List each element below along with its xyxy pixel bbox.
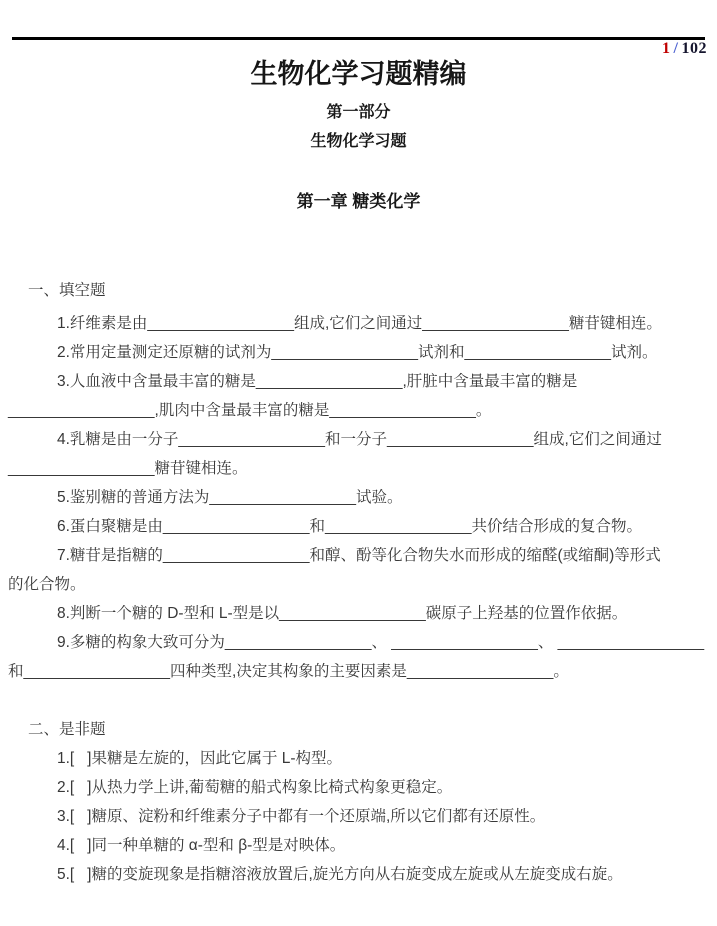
question-line: 9.多糖的构象大致可分为_________________、 _________________、 _________________ <box>57 634 705 651</box>
header-rule <box>12 37 705 40</box>
section-heading: 一、填空题 <box>28 282 106 299</box>
question-line: 5.[ ]糖的变旋现象是指糖溶液放置后,旋光方向从右旋变成左旋或从左旋变成右旋。 <box>57 866 623 883</box>
question-line-continuation: _________________,肌肉中含量最丰富的糖是_________________。 <box>8 402 492 419</box>
page-total-number: 102 <box>681 40 707 57</box>
question-line: 1.纤维素是由_________________组成,它们之间通过_________________糖苷键相连。 <box>57 315 662 332</box>
question-line-continuation: _________________糖苷键相连。 <box>8 460 248 477</box>
question-line: 4.[ ]同一种单糖的 α-型和 β-型是对映体。 <box>57 837 346 854</box>
question-line: 6.蛋白聚糖是由_________________和_________________共价结合形成的复合物。 <box>57 518 643 535</box>
chapter-heading: 第一章 糖类化学 <box>296 192 421 211</box>
question-line-continuation: 和_________________四种类型,决定其构象的主要因素是_________________。 <box>8 663 569 680</box>
document-title: 生物化学习题精编 <box>250 59 467 89</box>
section-fill-in-blanks <box>0 276 717 686</box>
question-line: 5.鉴别糖的普通方法为_________________试验。 <box>57 489 403 506</box>
question-line-continuation: 的化合物。 <box>8 576 86 593</box>
part-subtitle: 生物化学习题 <box>310 133 407 150</box>
question-line: 4.乳糖是由一分子_________________和一分子_________________组成,它们之间通过 <box>57 431 662 448</box>
question-line: 2.常用定量测定还原糖的试剂为_________________试剂和_________________试剂。 <box>57 344 658 361</box>
question-line: 7.糖苷是指糖的_________________和醇、酚等化合物失水而形成的缩醛(或缩酮)等形式 <box>57 547 661 564</box>
section-heading: 二、是非题 <box>28 721 106 738</box>
section-true-false <box>0 715 717 889</box>
page-indicator <box>662 40 707 58</box>
question-line: 1.[ ]果糖是左旋的，因此它属于 L-构型。 <box>57 750 343 767</box>
question-line: 8.判断一个糖的 D-型和 L-型是以_________________碳原子上羟基的位置作依据。 <box>57 605 628 622</box>
document-body <box>0 276 717 889</box>
part-heading: 第一部分 <box>326 104 391 121</box>
page-separator: / <box>673 40 679 57</box>
question-line: 3.[ ]糖原、淀粉和纤维素分子中都有一个还原端,所以它们都有还原性。 <box>57 808 546 825</box>
page-current-number: 1 <box>662 40 671 57</box>
question-line: 3.人血液中含量最丰富的糖是_________________,肝脏中含量最丰富的糖是 <box>57 373 578 390</box>
question-line: 2.[ ]从热力学上讲,葡萄糖的船式构象比椅式构象更稳定。 <box>57 779 453 796</box>
